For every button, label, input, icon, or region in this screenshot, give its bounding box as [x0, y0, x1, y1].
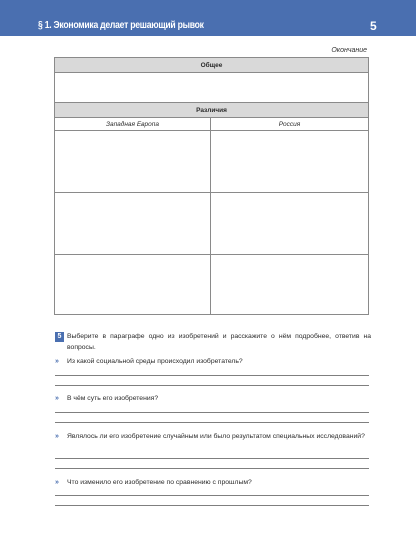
answer-cell — [55, 131, 211, 193]
comparison-table — [54, 57, 369, 315]
column-header-western-europe: Западная Европа — [55, 118, 211, 131]
answer-line — [55, 412, 369, 413]
answer-cell — [211, 131, 368, 193]
answer-line — [55, 458, 369, 459]
bullet-icon: » — [55, 433, 59, 440]
answer-line — [55, 505, 369, 506]
column-header-russia: Россия — [211, 118, 368, 131]
question-text: Из какой социальной среды происходил изобретатель? — [67, 358, 243, 365]
answer-cell — [211, 255, 368, 315]
question-text: Являлось ли его изобретение случайным или было результатом специальных исследований? — [67, 433, 365, 440]
bullet-icon: » — [55, 395, 59, 402]
page-header — [0, 0, 416, 36]
continuation-label: Окончание — [331, 47, 367, 54]
answer-line — [55, 422, 369, 423]
common-answer-cell — [55, 73, 368, 103]
answer-line — [55, 495, 369, 496]
bullet-icon: » — [55, 358, 59, 365]
answer-cell — [211, 193, 368, 255]
answer-line — [55, 468, 369, 469]
answer-cell — [55, 193, 211, 255]
answer-line — [55, 375, 369, 376]
section-title: § 1. Экономика делает решающий рывок — [38, 19, 204, 31]
bullet-icon: » — [55, 479, 59, 486]
question-text: В чём суть его изобретения? — [67, 395, 159, 402]
common-header: Общее — [55, 58, 368, 73]
page-number: 5 — [370, 19, 377, 33]
task-number-badge: 5 — [55, 332, 64, 342]
answer-cell — [55, 255, 211, 315]
task-instruction: Выберите в параграфе одно из изобретений и расскажите о нём подробнее, ответив на вопросы. — [67, 333, 371, 351]
differences-header: Различия — [55, 103, 368, 118]
question-text: Что изменило его изобретение по сравнению с прошлым? — [67, 479, 252, 486]
answer-line — [55, 385, 369, 386]
